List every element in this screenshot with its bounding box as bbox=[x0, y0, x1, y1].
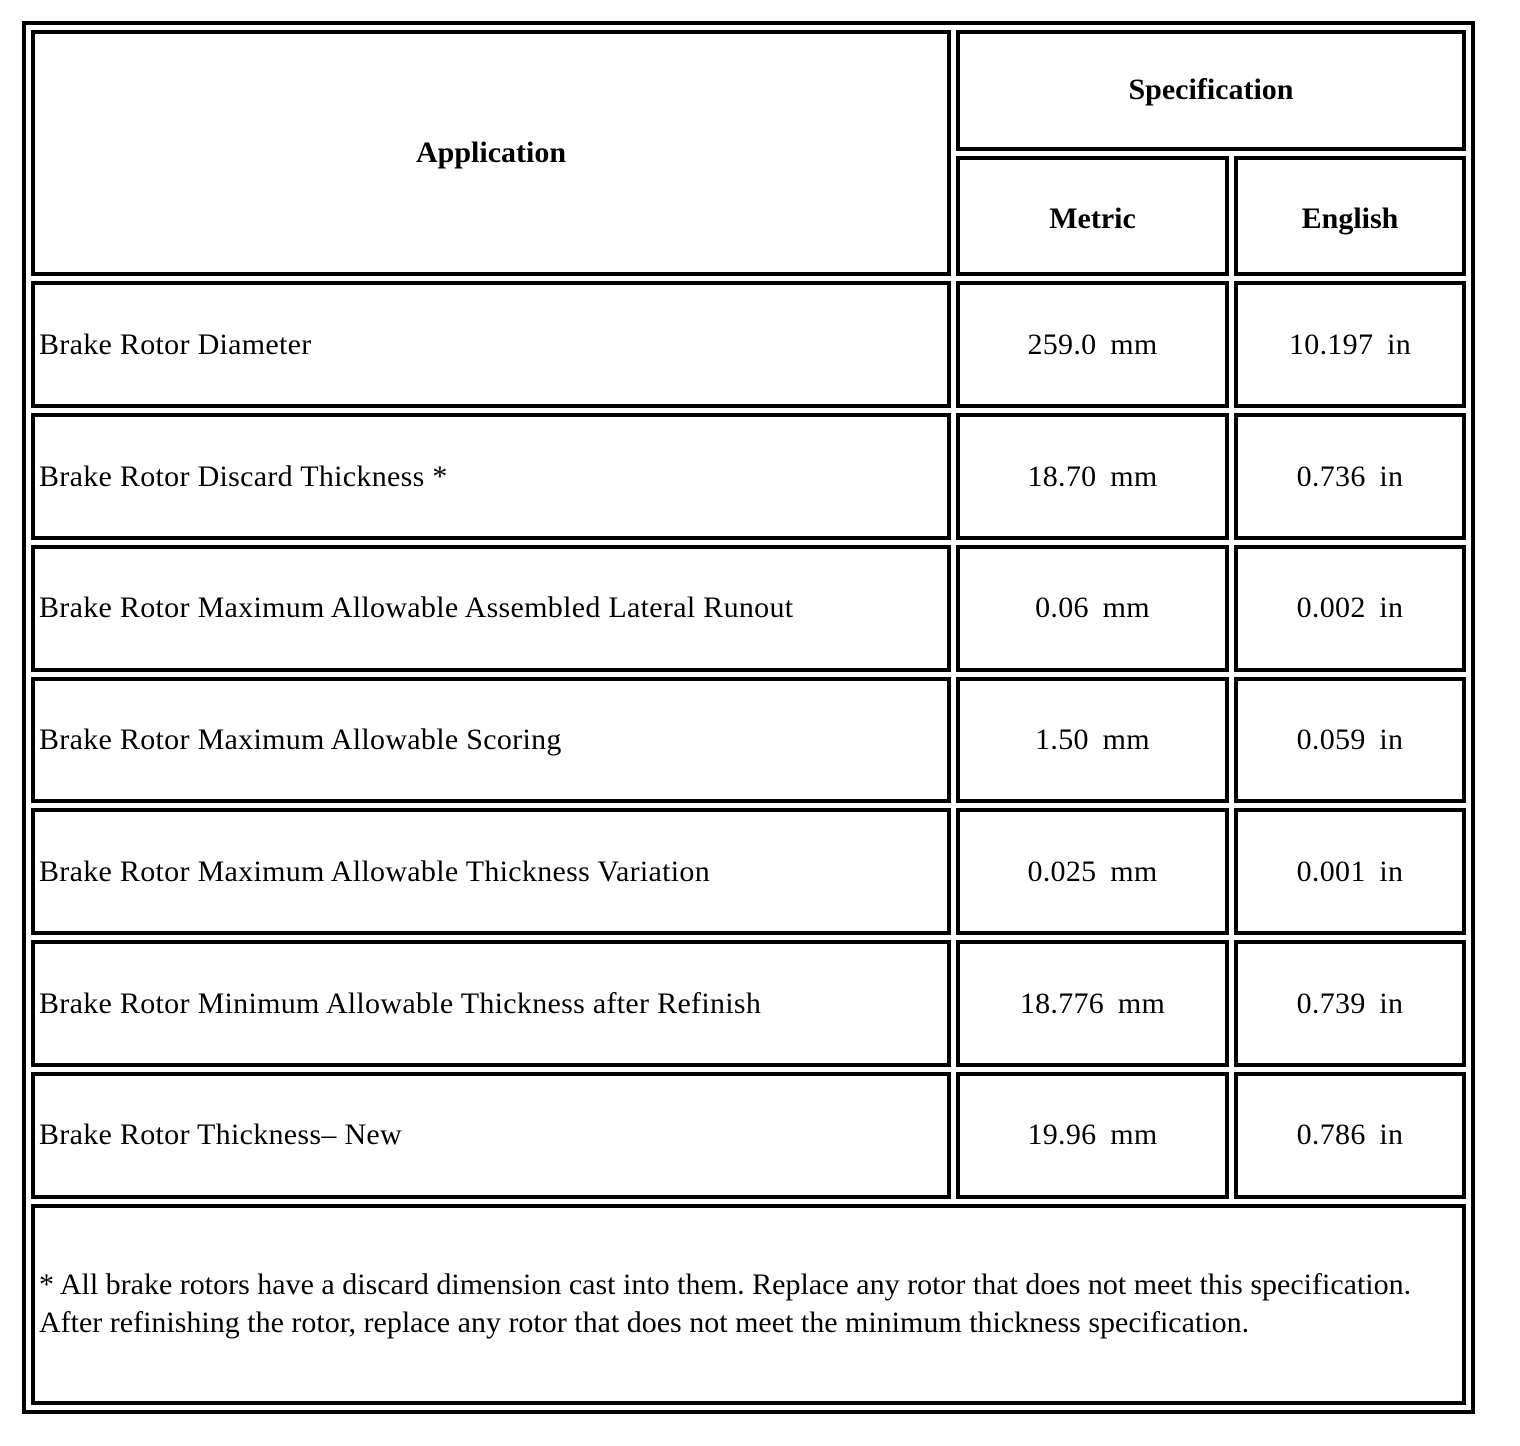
specification-header: Specification bbox=[956, 30, 1466, 151]
english-header: English bbox=[1234, 156, 1466, 277]
metric-value: 0.025 mm bbox=[956, 808, 1229, 935]
application-cell: Brake Rotor Maximum Allowable Scoring bbox=[31, 677, 951, 804]
table-row bbox=[31, 281, 1466, 408]
english-value: 0.739 in bbox=[1234, 940, 1466, 1067]
application-cell: Brake Rotor Minimum Allowable Thickness after Refinish bbox=[31, 940, 951, 1067]
english-value: 0.786 in bbox=[1234, 1072, 1466, 1199]
metric-header: Metric bbox=[956, 156, 1229, 277]
application-header: Application bbox=[31, 30, 951, 276]
english-value: 0.059 in bbox=[1234, 677, 1466, 804]
metric-value: 0.06 mm bbox=[956, 545, 1229, 672]
metric-value: 1.50 mm bbox=[956, 677, 1229, 804]
footnote-row bbox=[31, 1204, 1466, 1405]
english-value: 0.002 in bbox=[1234, 545, 1466, 672]
application-cell: Brake Rotor Maximum Allowable Thickness Variation bbox=[31, 808, 951, 935]
english-value: 10.197 in bbox=[1234, 281, 1466, 408]
header-row-top bbox=[31, 30, 1466, 151]
english-value: 0.736 in bbox=[1234, 413, 1466, 540]
english-value: 0.001 in bbox=[1234, 808, 1466, 935]
application-cell: Brake Rotor Maximum Allowable Assembled Lateral Runout bbox=[31, 545, 951, 672]
table-row bbox=[31, 545, 1466, 672]
metric-value: 18.70 mm bbox=[956, 413, 1229, 540]
table-row bbox=[31, 1072, 1466, 1199]
footnote: * All brake rotors have a discard dimension cast into them. Replace any rotor that does not meet this specification. After refinishing the rotor, replace any rotor that does not meet the minimum thickness specification. bbox=[31, 1204, 1466, 1405]
table-row bbox=[31, 808, 1466, 935]
application-cell: Brake Rotor Diameter bbox=[31, 281, 951, 408]
brake-rotor-spec-table bbox=[22, 21, 1475, 1414]
metric-value: 259.0 mm bbox=[956, 281, 1229, 408]
application-cell: Brake Rotor Discard Thickness * bbox=[31, 413, 951, 540]
table-row bbox=[31, 677, 1466, 804]
metric-value: 18.776 mm bbox=[956, 940, 1229, 1067]
table-row bbox=[31, 940, 1466, 1067]
application-cell: Brake Rotor Thickness– New bbox=[31, 1072, 951, 1199]
metric-value: 19.96 mm bbox=[956, 1072, 1229, 1199]
table-row bbox=[31, 413, 1466, 540]
